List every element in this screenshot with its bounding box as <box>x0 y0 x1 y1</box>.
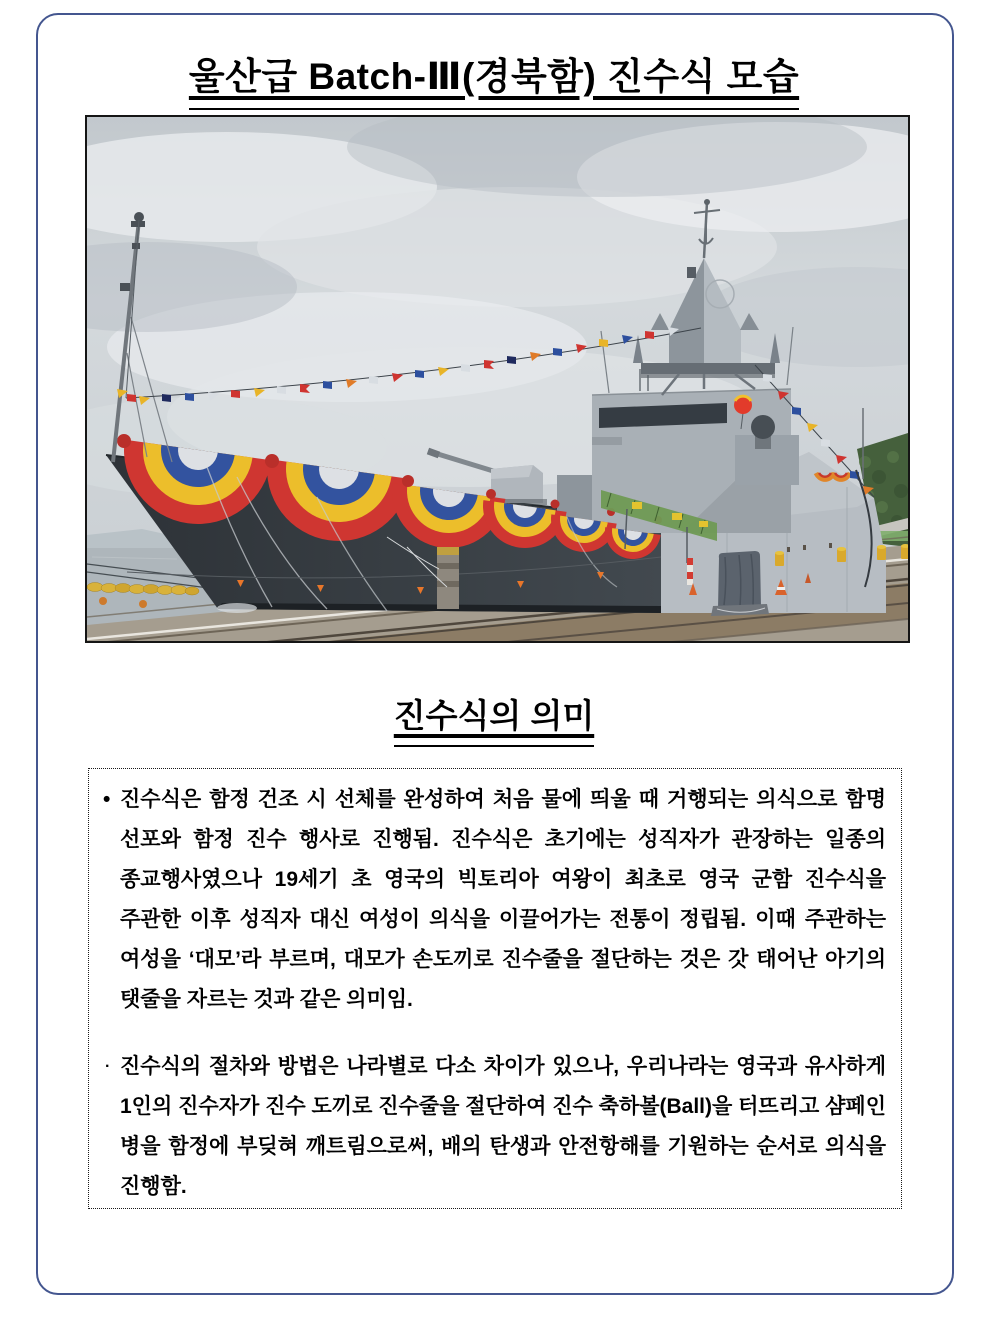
stern-bunting <box>816 473 850 479</box>
striped-post <box>687 558 693 585</box>
info-box <box>88 768 902 1209</box>
bullet-text: 진수식은 함정 건조 시 선체를 완성하여 처음 물에 띄울 때 거행되는 의식으로 함명 선포와 함정 진수 행사로 진행됨. 진수식은 초기에는 성직자가 관장하는 일종의 종교행사였으나 19세기 초 영국의 빅토리아 여왕이 최초로 영국 군함 진수식을 주관한 이후 성직자 대신 여성이 의식을 이끌어가는 전통이 정립됨. 이때 주관하는 여성을 ‘대모’라 부르며, 대모가 손도끼로 진수줄을 절단하는 것은 갓 태어난 아기의 탯줄을 자르는 것과 같은 의미임. <box>120 788 886 1011</box>
section-title-text: 진수식의 의미 <box>394 690 594 747</box>
bullet-icon: · <box>105 1058 111 1075</box>
page-title <box>36 46 952 110</box>
page-title-text: 울산급 Batch-Ⅲ(경북함) 진수식 모습 <box>189 46 799 110</box>
bullet-paragraph <box>101 1047 886 1207</box>
launching-ceremony-photo <box>85 115 910 643</box>
bullet-paragraph <box>101 780 886 1020</box>
ciws-dome <box>751 415 775 439</box>
bullet-text: 진수식의 절차와 방법은 나라별로 다소 차이가 있으나, 우리나라는 영국과 유사하게 1인의 진수자가 진수 도끼로 진수줄을 절단하여 진수 축하볼(Ball)을 터뜨리고 샴페인 병을 함정에 부딪혀 깨트림으로써, 배의 탄생과 안전항해를 기원하는 순서로 의식을 진행함. <box>120 1055 886 1198</box>
section-title <box>36 690 952 747</box>
bullet-icon: • <box>103 788 111 811</box>
ship-photo-illustration <box>87 117 908 641</box>
